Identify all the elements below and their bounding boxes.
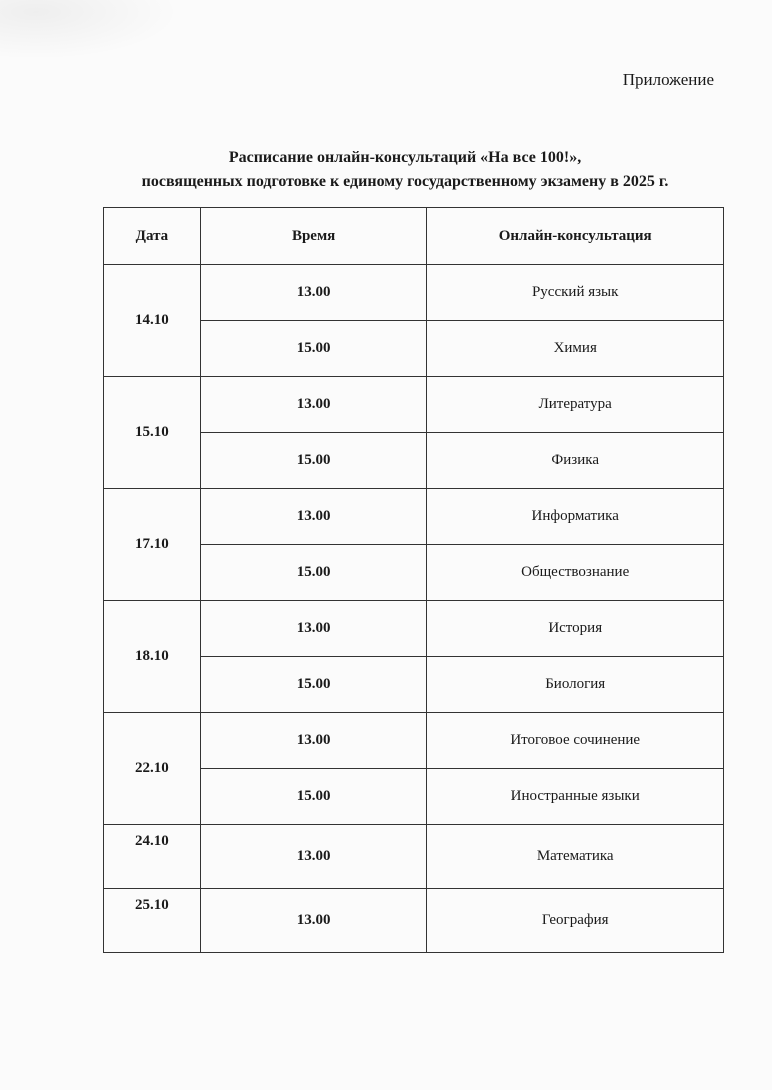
time-cell: 13.00 [200, 601, 427, 657]
subject-cell: История [427, 601, 724, 657]
table-row [104, 713, 724, 769]
time-cell: 15.00 [200, 545, 427, 601]
time-cell: 13.00 [200, 825, 427, 889]
table-row [104, 377, 724, 433]
schedule-table [103, 207, 724, 953]
date-cell: 22.10 [104, 713, 201, 825]
date-cell: 18.10 [104, 601, 201, 713]
table-row [104, 601, 724, 657]
scan-shadow [0, 0, 180, 60]
date-cell: 25.10 [104, 889, 201, 953]
header-date: Дата [104, 208, 201, 265]
time-cell: 15.00 [200, 769, 427, 825]
document-title [0, 146, 772, 194]
title-line-2: посвященных подготовке к единому государственному экзамену в 2025 г. [141, 173, 669, 190]
subject-cell: Физика [427, 433, 724, 489]
subject-cell: Биология [427, 657, 724, 713]
subject-cell: Литература [427, 377, 724, 433]
time-cell: 13.00 [200, 377, 427, 433]
time-cell: 15.00 [200, 657, 427, 713]
time-cell: 15.00 [200, 433, 427, 489]
table-row [104, 825, 724, 889]
date-cell: 14.10 [104, 265, 201, 377]
subject-cell: География [427, 889, 724, 953]
table-header-row [104, 208, 724, 265]
subject-cell: Обществознание [427, 545, 724, 601]
subject-cell: Информатика [427, 489, 724, 545]
subject-cell: Русский язык [427, 265, 724, 321]
time-cell: 13.00 [200, 713, 427, 769]
time-cell: 13.00 [200, 889, 427, 953]
date-cell: 15.10 [104, 377, 201, 489]
table-row [104, 265, 724, 321]
date-cell: 24.10 [104, 825, 201, 889]
appendix-label: Приложение [622, 70, 714, 89]
header-time: Время [200, 208, 427, 265]
time-cell: 13.00 [200, 265, 427, 321]
time-cell: 13.00 [200, 489, 427, 545]
header-consultation: Онлайн-консультация [427, 208, 724, 265]
table-row [104, 489, 724, 545]
table-row [104, 889, 724, 953]
title-line-1: Расписание онлайн-консультаций «На все 100!», [228, 149, 582, 166]
date-cell: 17.10 [104, 489, 201, 601]
subject-cell: Иностранные языки [427, 769, 724, 825]
subject-cell: Итоговое сочинение [427, 713, 724, 769]
subject-cell: Химия [427, 321, 724, 377]
subject-cell: Математика [427, 825, 724, 889]
time-cell: 15.00 [200, 321, 427, 377]
